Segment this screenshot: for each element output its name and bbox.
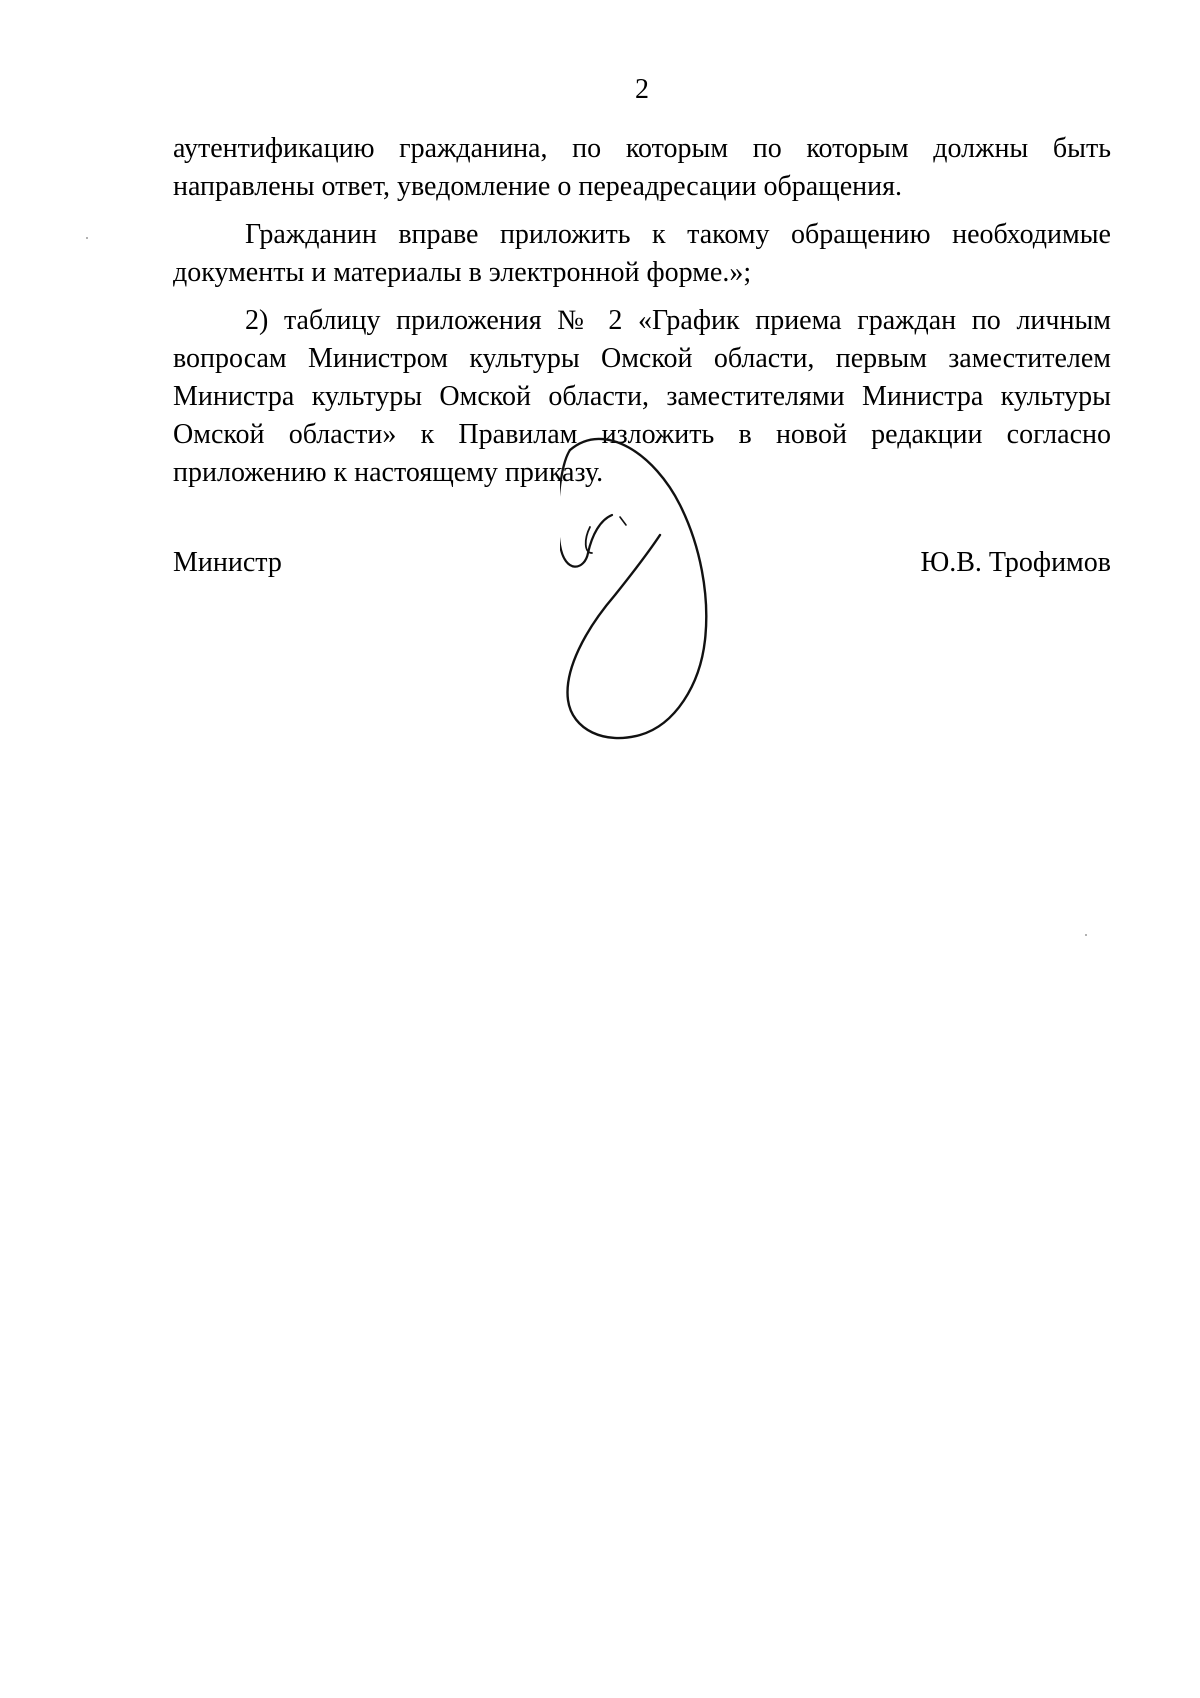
- scan-speck: [86, 237, 88, 239]
- paragraph-continuation: аутентификацию гражданина, по которым по которым должны быть направлены ответ, уведомление о переадресации обращения.: [173, 133, 1111, 202]
- handwritten-signature: [560, 435, 760, 755]
- scan-speck: [1085, 934, 1087, 936]
- signature-tick-stroke: [620, 517, 626, 525]
- paragraph-attachments: Гражданин вправе приложить к такому обращению необходимые документы и материалы в электронной форме.»;: [173, 219, 1111, 288]
- signatory-title: Министр: [173, 547, 282, 578]
- signatory-name: Ю.В. Трофимов: [920, 547, 1111, 578]
- paragraph-item-2: 2) таблицу приложения № 2 «График приема граждан по личным вопросам Министром культуры Омской области, первым заместителем Министра культуры Омской области, заместителями Министра культуры Омской области» к Правилам изложить в новой редакции согласно приложению к настоящему приказу.: [173, 305, 1111, 488]
- page-number: 2: [635, 74, 649, 105]
- signature-main-stroke: [568, 439, 707, 738]
